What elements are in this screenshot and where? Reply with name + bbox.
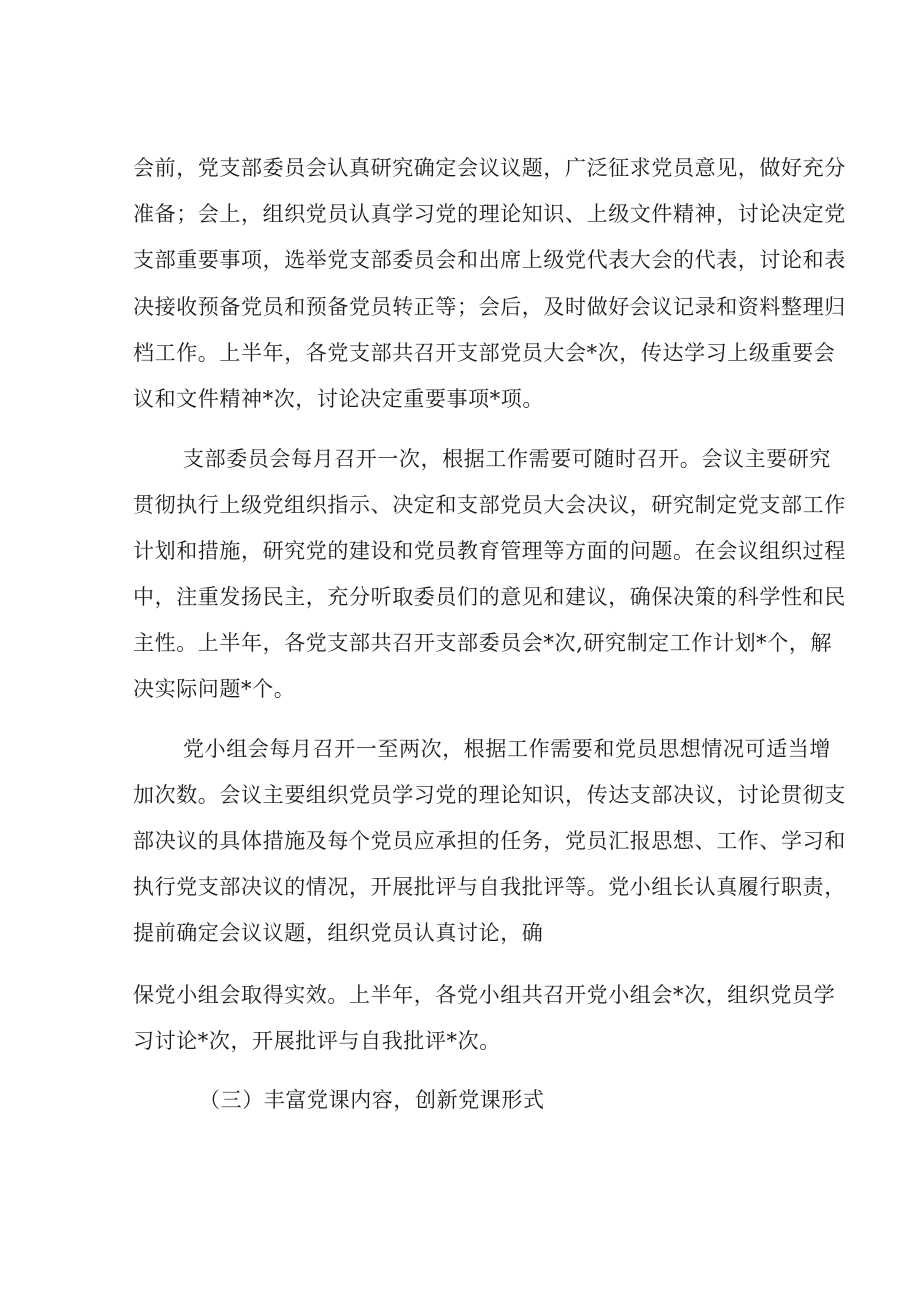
text-line: 决实际问题*个。 bbox=[133, 677, 296, 701]
text-line: 准备；会上，组织党员认真学习党的理论知识、上级文件精神，讨论决定党 bbox=[133, 202, 846, 226]
text-line: 提前确定会议议题，组织党员认真讨论，确 bbox=[133, 921, 544, 945]
text-line: 保党小组会取得实效。上半年，各党小组共召开党小组会*次，组织党员学 bbox=[133, 983, 836, 1007]
text-line: 决接收预备党员和预备党员转正等；会后，及时做好会议记录和资料整理归 bbox=[133, 295, 846, 319]
text-line: 议和文件精神*次，讨论决定重要事项*项。 bbox=[133, 387, 544, 411]
text-line: 部决议的具体措施及每个党员应承担的任务，党员汇报思想、工作、学习和 bbox=[133, 829, 846, 853]
text-line: 支部委员会每月召开一次，根据工作需要可随时召开。会议主要研究 bbox=[183, 447, 831, 471]
text-line: 加次数。会议主要组织党员学习党的理论知识，传达支部决议，讨论贯彻支 bbox=[133, 783, 846, 807]
text-line: 贯彻执行上级党组织指示、决定和支部党员大会决议，研究制定党支部工作 bbox=[133, 493, 846, 517]
text-line: 档工作。上半年，各党支部共召开支部党员大会*次，传达学习上级重要会 bbox=[133, 341, 836, 365]
text-line: 主性。上半年，各党支部共召开支部委员会*次,研究制定工作计划*个，解 bbox=[133, 631, 833, 655]
section-heading: （三）丰富党课内容，创新党课形式 bbox=[199, 1088, 545, 1112]
text-line: 中，注重发扬民主，充分听取委员们的意见和建议，确保决策的科学性和民 bbox=[133, 585, 846, 609]
text-line: 计划和措施，研究党的建设和党员教育管理等方面的问题。在会议组织过程 bbox=[133, 539, 846, 563]
text-line: 习讨论*次，开展批评与自我批评*次。 bbox=[133, 1029, 501, 1053]
text-line: 党小组会每月召开一至两次，根据工作需要和党员思想情况可适当增 bbox=[183, 737, 831, 761]
text-line: 会前，党支部委员会认真研究确定会议议题，广泛征求党员意见，做好充分 bbox=[133, 156, 846, 180]
text-line: 执行党支部决议的情况，开展批评与自我批评等。党小组长认真履行职责， bbox=[133, 875, 846, 899]
text-line: 支部重要事项，选举党支部委员会和出席上级党代表大会的代表，讨论和表 bbox=[133, 248, 846, 272]
